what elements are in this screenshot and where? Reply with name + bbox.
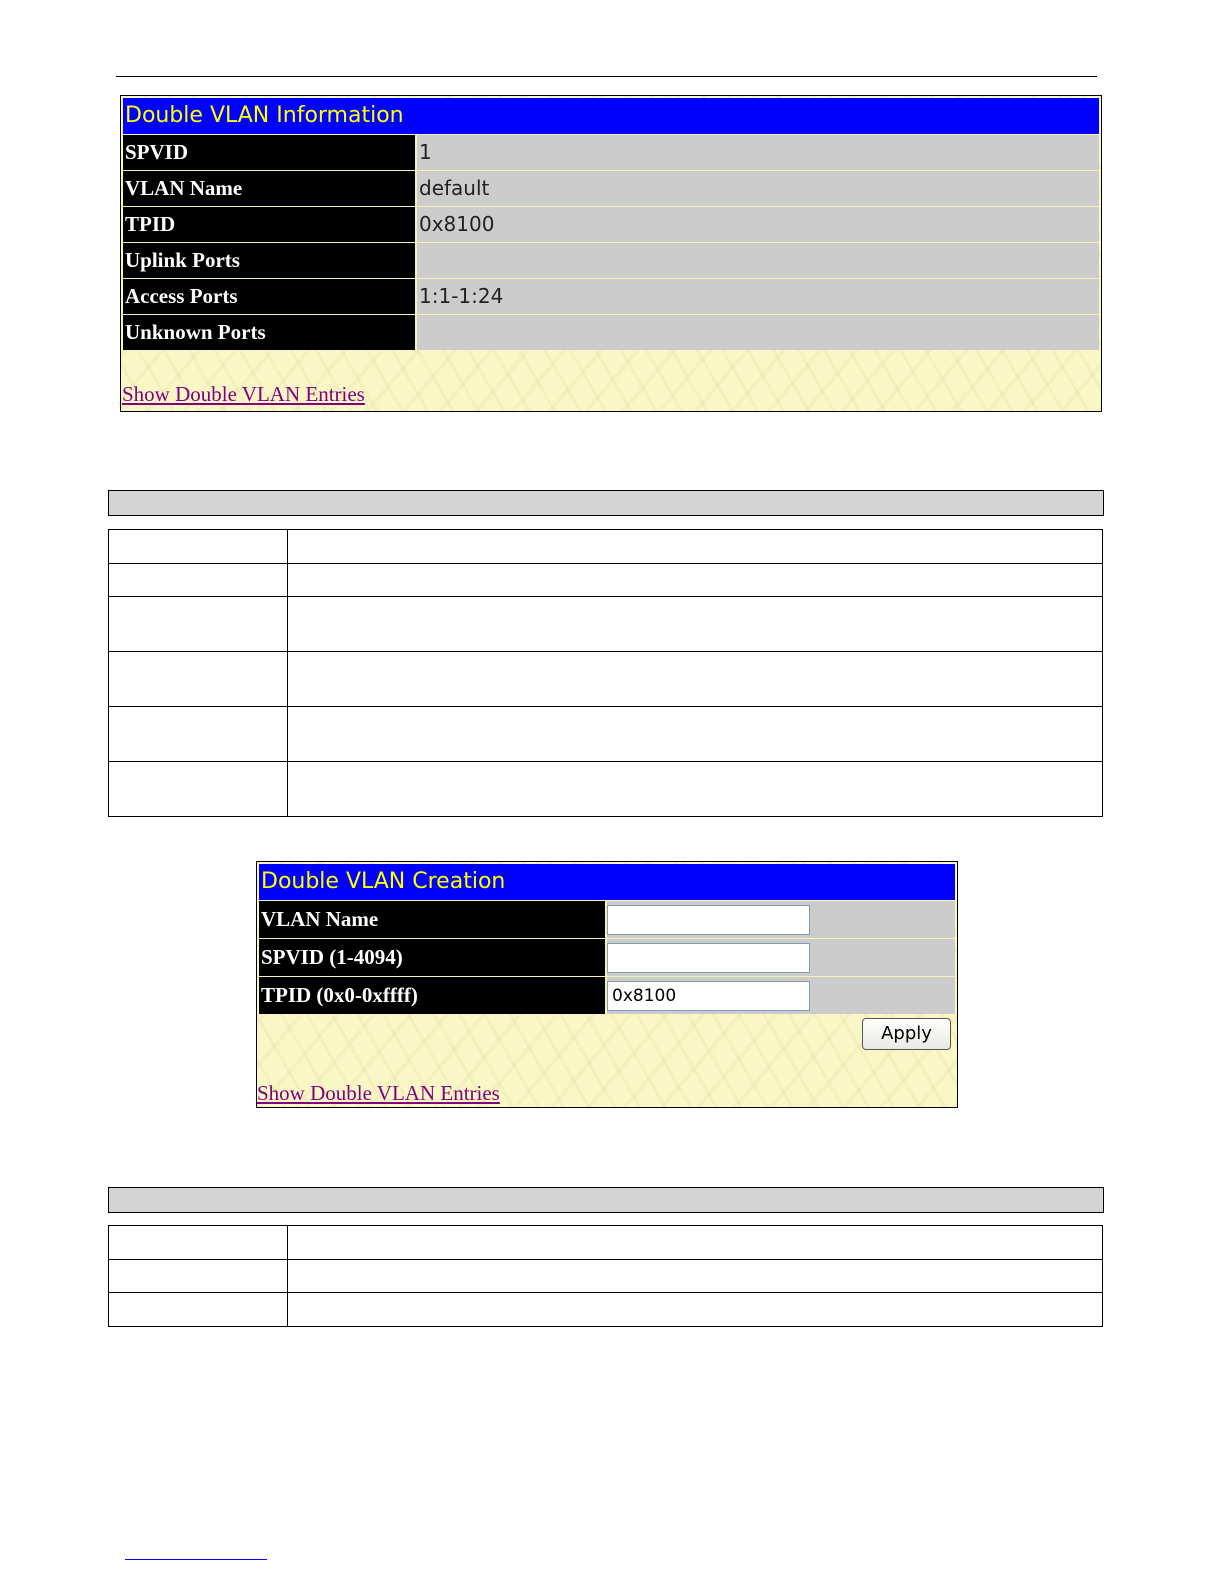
table-row — [109, 530, 1103, 564]
field-label: TPID (0x0-0xffff) — [259, 977, 607, 1014]
show-double-vlan-entries-link[interactable]: Show Double VLAN Entries — [122, 382, 365, 406]
header-rule — [116, 76, 1097, 77]
row-label: Unknown Ports — [123, 315, 417, 350]
table-row — [109, 762, 1103, 817]
row-value — [417, 315, 1099, 350]
field-label: VLAN Name — [259, 901, 607, 938]
vlan-name-input[interactable] — [607, 905, 810, 935]
double-vlan-information-panel — [120, 95, 1102, 412]
table-header-bar — [108, 1187, 1104, 1213]
info-row-spvid — [123, 134, 1099, 170]
double-vlan-creation-panel — [256, 861, 958, 1108]
info-row-tpid — [123, 206, 1099, 242]
table-header-bar — [108, 490, 1104, 516]
info-row-unknown-ports — [123, 314, 1099, 350]
row-label: Uplink Ports — [123, 243, 417, 278]
panel-title: Double VLAN Information — [123, 98, 1099, 134]
field-label: SPVID (1-4094) — [259, 939, 607, 976]
row-value: 0x8100 — [417, 207, 1099, 242]
row-value — [417, 243, 1099, 278]
row-value: default — [417, 171, 1099, 206]
footer-rule — [125, 1559, 267, 1560]
table-row — [109, 1260, 1103, 1293]
apply-button[interactable]: Apply — [862, 1018, 951, 1050]
row-label: TPID — [123, 207, 417, 242]
table-row — [109, 564, 1103, 597]
info-row-access-ports — [123, 278, 1099, 314]
row-value: 1 — [417, 135, 1099, 170]
row-value: 1:1-1:24 — [417, 279, 1099, 314]
info-row-uplink-ports — [123, 242, 1099, 278]
row-label: Access Ports — [123, 279, 417, 314]
show-double-vlan-entries-link[interactable]: Show Double VLAN Entries — [257, 1081, 500, 1105]
table-row — [109, 1293, 1103, 1327]
tpid-input[interactable] — [607, 981, 810, 1011]
panel-title: Double VLAN Creation — [259, 864, 955, 900]
table-row — [109, 652, 1103, 707]
row-label: SPVID — [123, 135, 417, 170]
row-label: VLAN Name — [123, 171, 417, 206]
parameter-table — [108, 1225, 1103, 1327]
table-row — [109, 1226, 1103, 1260]
spvid-input[interactable] — [607, 943, 810, 973]
info-row-vlan-name — [123, 170, 1099, 206]
description-table — [108, 529, 1103, 817]
table-row — [109, 707, 1103, 762]
table-row — [109, 597, 1103, 652]
